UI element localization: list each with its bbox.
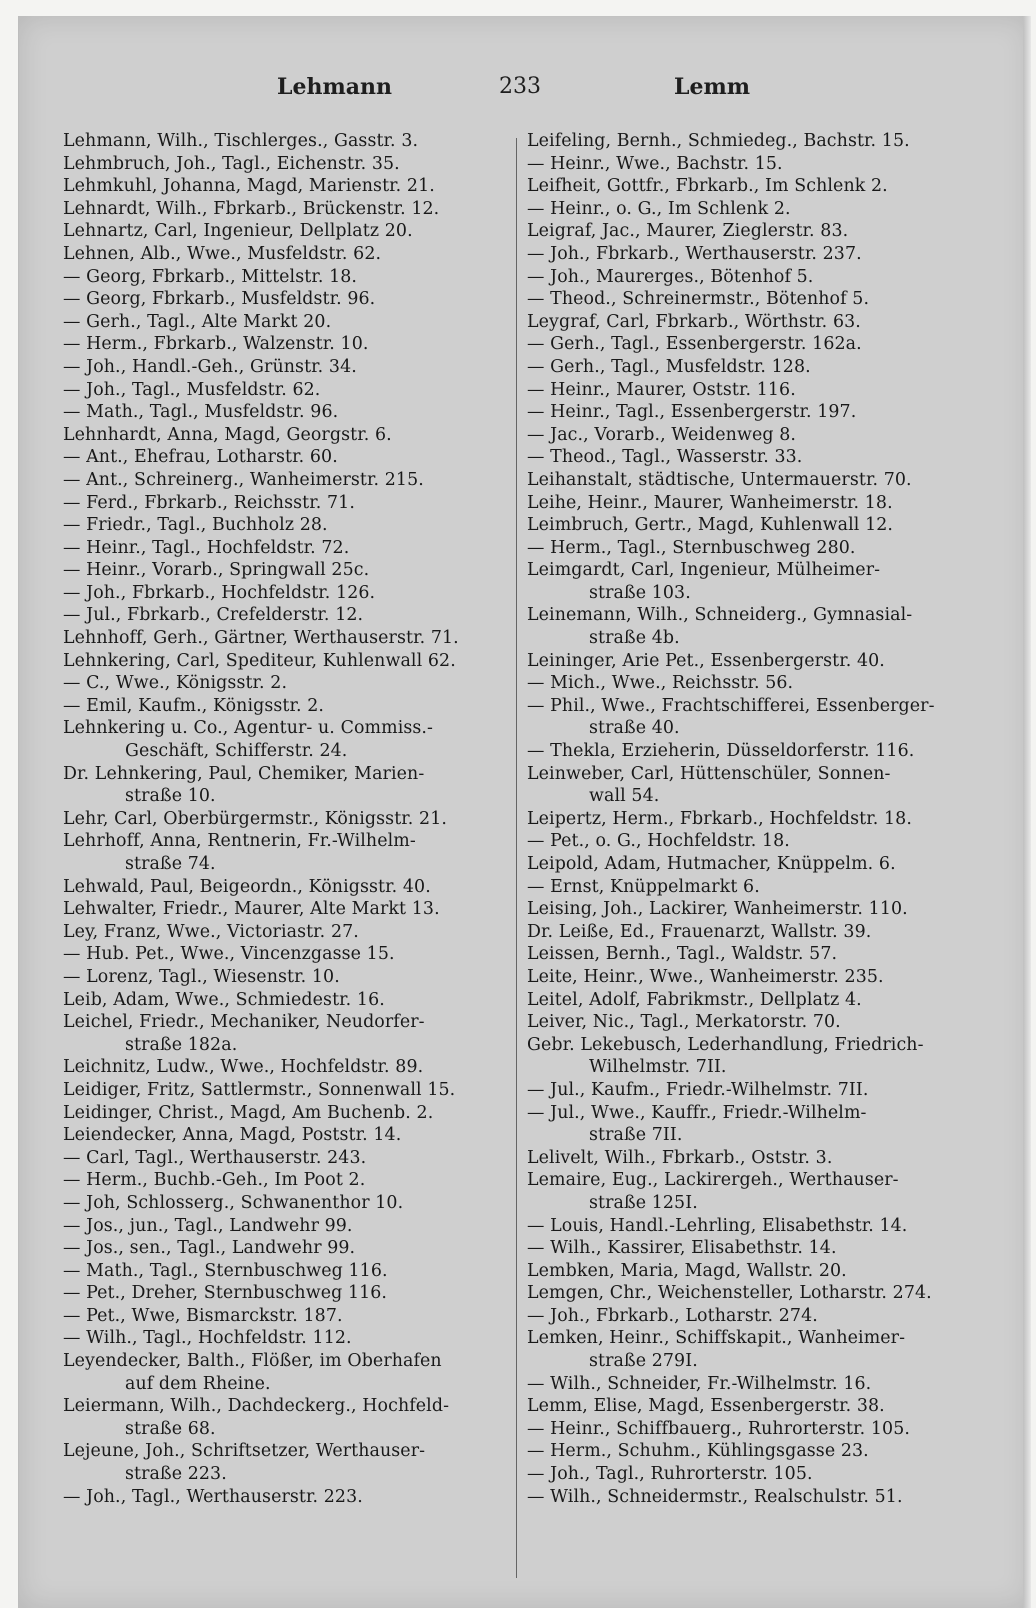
entry-text: — Herm., Buchb.-Geh., Im Poot 2. — [63, 1170, 366, 1191]
directory-entry — [527, 1011, 977, 1034]
directory-entry — [63, 1237, 519, 1260]
entry-text: — Joh., Fbrkarb., Hochfeldstr. 126. — [63, 582, 376, 603]
directory-entry — [527, 379, 977, 402]
entry-text: — Ant., Schreinerg., Wanheimerstr. 215. — [63, 469, 424, 490]
entry-continuation: straße 10. — [125, 786, 216, 807]
entry-text: — Heinr., o. G., Im Schlenk 2. — [527, 198, 791, 219]
header-right-keyword: Lemm — [674, 74, 751, 100]
entry-text: — Heinr., Wwe., Bachstr. 15. — [527, 153, 783, 174]
directory-entry — [527, 695, 977, 740]
directory-entry — [63, 401, 519, 424]
entry-text: Leichnitz, Ludw., Wwe., Hochfeldstr. 89. — [63, 1057, 424, 1078]
column-divider — [516, 138, 517, 1578]
directory-page — [18, 16, 1031, 1608]
header-left-keyword: Lehmann — [277, 74, 392, 100]
entry-text: — Joh., Tagl., Werthauserstr. 223. — [63, 1486, 363, 1507]
entry-text: Lehmann, Wilh., Tischlerges., Gasstr. 3. — [63, 131, 419, 151]
directory-entry — [527, 1418, 977, 1441]
entry-text: Lemm, Elise, Magd, Essenbergerstr. 38. — [527, 1396, 885, 1417]
directory-entry — [527, 921, 977, 944]
directory-entry — [527, 1215, 977, 1238]
directory-entry — [527, 424, 977, 447]
directory-entry — [63, 898, 519, 921]
directory-entry — [63, 1350, 519, 1395]
directory-entry — [527, 1327, 977, 1372]
directory-entry — [527, 1034, 977, 1079]
page-number: 233 — [499, 74, 541, 99]
directory-entry — [527, 1305, 977, 1328]
entry-text: Leipertz, Herm., Fbrkarb., Hochfeldstr. 18. — [527, 808, 912, 829]
entry-text: — Joh., Handl.-Geh., Grünstr. 34. — [63, 356, 357, 377]
directory-entry — [63, 1102, 519, 1125]
directory-entry — [63, 1011, 519, 1056]
directory-entry — [527, 1079, 977, 1102]
entry-text: Lehmkuhl, Johanna, Magd, Marienstr. 21. — [63, 176, 435, 197]
directory-entry — [527, 220, 977, 243]
entry-text: — Emil, Kaufm., Königsstr. 2. — [63, 695, 325, 716]
entry-text: — Herm., Schuhm., Kühlingsgasse 23. — [527, 1441, 869, 1462]
entry-text: — Louis, Handl.-Lehrling, Elisabethstr. 14. — [527, 1215, 908, 1236]
entry-text: — Wilh., Tagl., Hochfeldstr. 112. — [63, 1328, 352, 1349]
directory-entry — [63, 672, 519, 695]
directory-entry — [63, 1079, 519, 1102]
directory-entry — [63, 1169, 519, 1192]
directory-entry — [527, 153, 977, 176]
entry-text: — Georg, Fbrkarb., Mittelstr. 18. — [63, 266, 358, 287]
entry-text: Leifheit, Gottfr., Fbrkarb., Im Schlenk 2. — [527, 176, 888, 197]
entry-text: Leitel, Adolf, Fabrikmstr., Dellplatz 4. — [527, 989, 862, 1010]
entry-text: — Jac., Vorarb., Weidenweg 8. — [527, 424, 796, 445]
entry-text: — Joh., Fbrkarb., Lotharstr. 274. — [527, 1305, 818, 1326]
entry-text: — Phil., Wwe., Frachtschifferei, Essenberger- — [527, 695, 935, 716]
directory-entry — [63, 1486, 519, 1509]
directory-entry — [527, 130, 977, 153]
entry-text: Leinemann, Wilh., Schneiderg., Gymnasial- — [527, 605, 913, 626]
directory-entry — [63, 695, 519, 718]
directory-entry — [527, 898, 977, 921]
entry-continuation: Wilhelmstr. 7II. — [589, 1057, 727, 1078]
directory-entry — [527, 311, 977, 334]
directory-entry — [527, 876, 977, 899]
entry-continuation: straße 125I. — [589, 1192, 698, 1213]
directory-entry — [527, 808, 977, 831]
entry-continuation: straße 182a. — [125, 1034, 238, 1055]
directory-entry — [527, 469, 977, 492]
entry-text: — C., Wwe., Königsstr. 2. — [63, 673, 288, 694]
directory-entry — [63, 559, 519, 582]
entry-text: Lehnhardt, Anna, Magd, Georgstr. 6. — [63, 424, 392, 445]
entry-text: Lemgen, Chr., Weichensteller, Lotharstr. 274. — [527, 1283, 932, 1304]
entry-text: — Jul., Fbrkarb., Crefelderstr. 12. — [63, 605, 364, 626]
directory-entry — [63, 514, 519, 537]
entry-text: Lemken, Heinr., Schiffskapit., Wanheimer- — [527, 1328, 906, 1349]
entry-text: — Heinr., Schiffbauerg., Ruhrorterstr. 105. — [527, 1418, 911, 1439]
directory-entry — [63, 1395, 519, 1440]
directory-entry — [63, 650, 519, 673]
directory-entry — [63, 830, 519, 875]
directory-entry — [63, 220, 519, 243]
directory-entry — [63, 1124, 519, 1147]
directory-entry — [527, 989, 977, 1012]
directory-entry — [63, 469, 519, 492]
directory-entry — [63, 989, 519, 1012]
entry-text: — Jos., sen., Tagl., Landwehr 99. — [63, 1238, 356, 1259]
entry-text: Leyendecker, Balth., Flößer, im Oberhafen — [63, 1351, 442, 1372]
directory-entry — [63, 717, 519, 762]
entry-text: — Jul., Wwe., Kauffr., Friedr.-Wilhelm- — [527, 1102, 867, 1123]
entry-continuation: straße 223. — [125, 1464, 227, 1485]
entry-text: — Heinr., Maurer, Oststr. 116. — [527, 379, 796, 400]
directory-entry — [527, 1373, 977, 1396]
entry-text: — Gerh., Tagl., Alte Markt 20. — [63, 311, 332, 332]
entry-text: Leinweber, Carl, Hüttenschüler, Sonnen- — [527, 763, 891, 784]
entry-text: — Theod., Schreinermstr., Bötenhof 5. — [527, 289, 870, 310]
directory-entry — [527, 1440, 977, 1463]
directory-entry — [63, 1260, 519, 1283]
entry-text: — Gerh., Tagl., Essenbergerstr. 162a. — [527, 334, 862, 355]
entry-text: — Mich., Wwe., Reichsstr. 56. — [527, 673, 794, 694]
entry-text: — Wilh., Schneidermstr., Realschulstr. 51. — [527, 1486, 903, 1507]
entry-text: — Lorenz, Tagl., Wiesenstr. 10. — [63, 966, 340, 987]
entry-continuation: wall 54. — [589, 786, 660, 807]
entry-text: Leichel, Friedr., Mechaniker, Neudorfer- — [63, 1012, 425, 1033]
entry-text: Lejeune, Joh., Schriftsetzer, Werthauser- — [63, 1441, 426, 1462]
entry-continuation: straße 4b. — [589, 628, 680, 649]
entry-text: — Joh., Maurerges., Bötenhof 5. — [527, 266, 814, 287]
directory-entry — [63, 424, 519, 447]
entry-text: Leipold, Adam, Hutmacher, Knüppelm. 6. — [527, 854, 896, 874]
entry-text: — Joh., Fbrkarb., Werthauserstr. 237. — [527, 243, 862, 264]
directory-entry — [63, 1282, 519, 1305]
directory-entry — [527, 1395, 977, 1418]
directory-entry — [527, 559, 977, 604]
directory-entry — [527, 740, 977, 763]
entry-text: Leidiger, Fritz, Sattlermstr., Sonnenwall 15. — [63, 1079, 456, 1100]
entry-text: — Pet., Dreher, Sternbuschweg 116. — [63, 1283, 388, 1304]
directory-entry — [63, 943, 519, 966]
directory-entry — [527, 492, 977, 515]
directory-entry — [63, 921, 519, 944]
directory-entry — [63, 627, 519, 650]
entry-text: — Ernst, Knüppelmarkt 6. — [527, 876, 760, 897]
page-header — [19, 74, 1031, 110]
entry-text: Leifeling, Bernh., Schmiedeg., Bachstr. 15. — [527, 131, 910, 151]
directory-entry — [527, 763, 977, 808]
entry-text: — Wilh., Kassirer, Elisabethstr. 14. — [527, 1238, 837, 1259]
entry-text: — Ant., Ehefrau, Lotharstr. 60. — [63, 447, 338, 468]
entry-text: Lehrhoff, Anna, Rentnerin, Fr.-Wilhelm- — [63, 831, 416, 852]
directory-entry — [63, 333, 519, 356]
directory-entry — [63, 379, 519, 402]
entry-text: Leigraf, Jac., Maurer, Zieglerstr. 83. — [527, 221, 849, 242]
entry-text: Leidinger, Christ., Magd, Am Buchenb. 2. — [63, 1102, 434, 1123]
entry-text: — Gerh., Tagl., Musfeldstr. 128. — [527, 356, 811, 377]
directory-entry — [527, 1486, 977, 1509]
directory-entry — [63, 1147, 519, 1170]
entry-text: — Carl, Tagl., Werthauserstr. 243. — [63, 1147, 367, 1168]
entry-text: — Hub. Pet., Wwe., Vincenzgasse 15. — [63, 944, 395, 965]
entry-text: Lehnardt, Wilh., Fbrkarb., Brückenstr. 12. — [63, 198, 440, 219]
directory-entry — [63, 266, 519, 289]
entry-continuation: straße 40. — [589, 718, 680, 739]
directory-entry — [527, 830, 977, 853]
directory-entry — [527, 1260, 977, 1283]
entry-text: Lehnartz, Carl, Ingenieur, Dellplatz 20. — [63, 221, 413, 242]
directory-entry — [63, 1192, 519, 1215]
entry-text: — Herm., Fbrkarb., Walzenstr. 10. — [63, 334, 369, 355]
entry-text: — Math., Tagl., Sternbuschweg 116. — [63, 1260, 388, 1281]
entry-text: — Herm., Tagl., Sternbuschweg 280. — [527, 537, 856, 558]
entry-text: Lehmbruch, Joh., Tagl., Eichenstr. 35. — [63, 153, 400, 174]
entry-text: Leite, Heinr., Wwe., Wanheimerstr. 235. — [527, 966, 884, 987]
entry-text: Dr. Lehnkering, Paul, Chemiker, Marien- — [63, 763, 425, 784]
entry-continuation: straße 103. — [589, 582, 691, 603]
entry-text: — Wilh., Schneider, Fr.-Wilhelmstr. 16. — [527, 1373, 872, 1394]
directory-entry — [63, 537, 519, 560]
entry-text: — Friedr., Tagl., Buchholz 28. — [63, 515, 328, 536]
directory-entry — [63, 1305, 519, 1328]
entry-continuation: straße 74. — [125, 854, 216, 874]
directory-entry — [63, 763, 519, 808]
entry-text: Leising, Joh., Lackirer, Wanheimerstr. 110. — [527, 899, 908, 920]
entry-text: — Theod., Tagl., Wasserstr. 33. — [527, 447, 803, 468]
entry-text: Lemaire, Eug., Lackirergeh., Werthauser- — [527, 1170, 899, 1191]
entry-text: Lehwald, Paul, Beigeordn., Königsstr. 40. — [63, 876, 431, 897]
entry-text: Lehwalter, Friedr., Maurer, Alte Markt 13. — [63, 899, 440, 920]
directory-entry — [527, 650, 977, 673]
entry-text: Dr. Leiße, Ed., Frauenarzt, Wallstr. 39. — [527, 921, 872, 942]
directory-entry — [63, 582, 519, 605]
entry-text: Leissen, Bernh., Tagl., Waldstr. 57. — [527, 944, 838, 965]
entry-text: — Joh, Schlosserg., Schwanenthor 10. — [63, 1192, 404, 1213]
entry-continuation: Geschäft, Schifferstr. 24. — [125, 741, 348, 762]
directory-entry — [63, 1215, 519, 1238]
entry-text: Lehnen, Alb., Wwe., Musfeldstr. 62. — [63, 243, 382, 264]
directory-entry — [63, 446, 519, 469]
directory-entry — [527, 1463, 977, 1486]
entry-continuation: auf dem Rheine. — [125, 1373, 271, 1394]
entry-text: Leimgardt, Carl, Ingenieur, Mülheimer- — [527, 560, 881, 581]
directory-entry — [63, 492, 519, 515]
entry-text: — Heinr., Tagl., Hochfeldstr. 72. — [63, 537, 350, 558]
directory-entry — [527, 333, 977, 356]
directory-entry — [63, 876, 519, 899]
entry-text: — Jos., jun., Tagl., Landwehr 99. — [63, 1215, 353, 1236]
directory-entry — [527, 514, 977, 537]
entry-text: Lembken, Maria, Magd, Wallstr. 20. — [527, 1260, 847, 1281]
directory-entry — [63, 130, 519, 153]
directory-entry — [527, 537, 977, 560]
directory-entry — [527, 1102, 977, 1147]
entry-text: Leiendecker, Anna, Magd, Poststr. 14. — [63, 1125, 402, 1146]
entry-text: Ley, Franz, Wwe., Victoriastr. 27. — [63, 921, 359, 942]
directory-entry — [63, 288, 519, 311]
entry-text: — Heinr., Vorarb., Springwall 25c. — [63, 560, 370, 581]
directory-entry — [527, 1237, 977, 1260]
entry-text: Leib, Adam, Wwe., Schmiedestr. 16. — [63, 989, 385, 1010]
directory-entry — [527, 266, 977, 289]
directory-entry — [527, 1147, 977, 1170]
entry-text: — Pet., Wwe, Bismarckstr. 187. — [63, 1305, 343, 1326]
directory-entry — [63, 356, 519, 379]
directory-entry — [527, 401, 977, 424]
entry-text: Leihanstalt, städtische, Untermauerstr. 70. — [527, 469, 912, 490]
directory-entry — [527, 198, 977, 221]
entry-text: — Ferd., Fbrkarb., Reichsstr. 71. — [63, 492, 355, 513]
entry-text: — Joh., Tagl., Ruhrorterstr. 105. — [527, 1464, 813, 1485]
directory-entry — [527, 966, 977, 989]
directory-entry — [63, 808, 519, 831]
directory-entry — [63, 198, 519, 221]
directory-entry — [527, 1282, 977, 1305]
entry-text: Lelivelt, Wilh., Fbrkarb., Oststr. 3. — [527, 1147, 833, 1168]
entry-text: Leiver, Nic., Tagl., Merkatorstr. 70. — [527, 1012, 841, 1033]
entry-text: — Pet., o. G., Hochfeldstr. 18. — [527, 831, 790, 852]
directory-entry — [63, 1440, 519, 1485]
directory-entry — [527, 604, 977, 649]
entry-text: Gebr. Lekebusch, Lederhandlung, Friedrich- — [527, 1034, 924, 1055]
directory-entry — [527, 853, 977, 876]
entry-text: Leimbruch, Gertr., Magd, Kuhlenwall 12. — [527, 515, 894, 536]
page-edge — [1023, 16, 1031, 1608]
directory-entry — [63, 153, 519, 176]
entry-text: — Math., Tagl., Musfeldstr. 96. — [63, 402, 339, 423]
directory-entry — [63, 604, 519, 627]
directory-entry — [527, 356, 977, 379]
left-column — [63, 130, 519, 1508]
entry-text: — Heinr., Tagl., Essenbergerstr. 197. — [527, 402, 857, 423]
entry-text: Leiermann, Wilh., Dachdeckerg., Hochfeld- — [63, 1396, 450, 1417]
entry-text: — Jul., Kaufm., Friedr.-Wilhelmstr. 7II. — [527, 1079, 869, 1100]
right-column — [527, 130, 977, 1508]
directory-entry — [63, 1056, 519, 1079]
directory-entry — [527, 672, 977, 695]
directory-entry — [527, 175, 977, 198]
entry-text: Lehnhoff, Gerh., Gärtner, Werthauserstr. 71. — [63, 628, 459, 649]
entry-continuation: straße 279I. — [589, 1351, 698, 1372]
entry-text: — Georg, Fbrkarb., Musfeldstr. 96. — [63, 289, 376, 310]
entry-continuation: straße 68. — [125, 1418, 216, 1439]
directory-entry — [63, 311, 519, 334]
entry-continuation: straße 7II. — [589, 1125, 683, 1146]
directory-entry — [527, 446, 977, 469]
entry-text: Leininger, Arie Pet., Essenbergerstr. 40. — [527, 650, 885, 671]
directory-entry — [527, 1169, 977, 1214]
directory-entry — [63, 1327, 519, 1350]
entry-text: Lehnkering, Carl, Spediteur, Kuhlenwall 62. — [63, 650, 456, 671]
entry-text: — Thekla, Erzieherin, Düsseldorferstr. 116. — [527, 741, 915, 762]
directory-entry — [63, 243, 519, 266]
directory-entry — [527, 943, 977, 966]
directory-entry — [527, 243, 977, 266]
entry-text: Lehnkering u. Co., Agentur- u. Commiss.- — [63, 718, 434, 739]
entry-text: Lehr, Carl, Oberbürgermstr., Königsstr. 21. — [63, 808, 448, 829]
entry-text: — Joh., Tagl., Musfeldstr. 62. — [63, 379, 321, 400]
directory-entry — [63, 966, 519, 989]
directory-entry — [63, 175, 519, 198]
entry-text: Leihe, Heinr., Maurer, Wanheimerstr. 18. — [527, 492, 893, 513]
directory-entry — [527, 288, 977, 311]
entry-text: Leygraf, Carl, Fbrkarb., Wörthstr. 63. — [527, 311, 861, 332]
